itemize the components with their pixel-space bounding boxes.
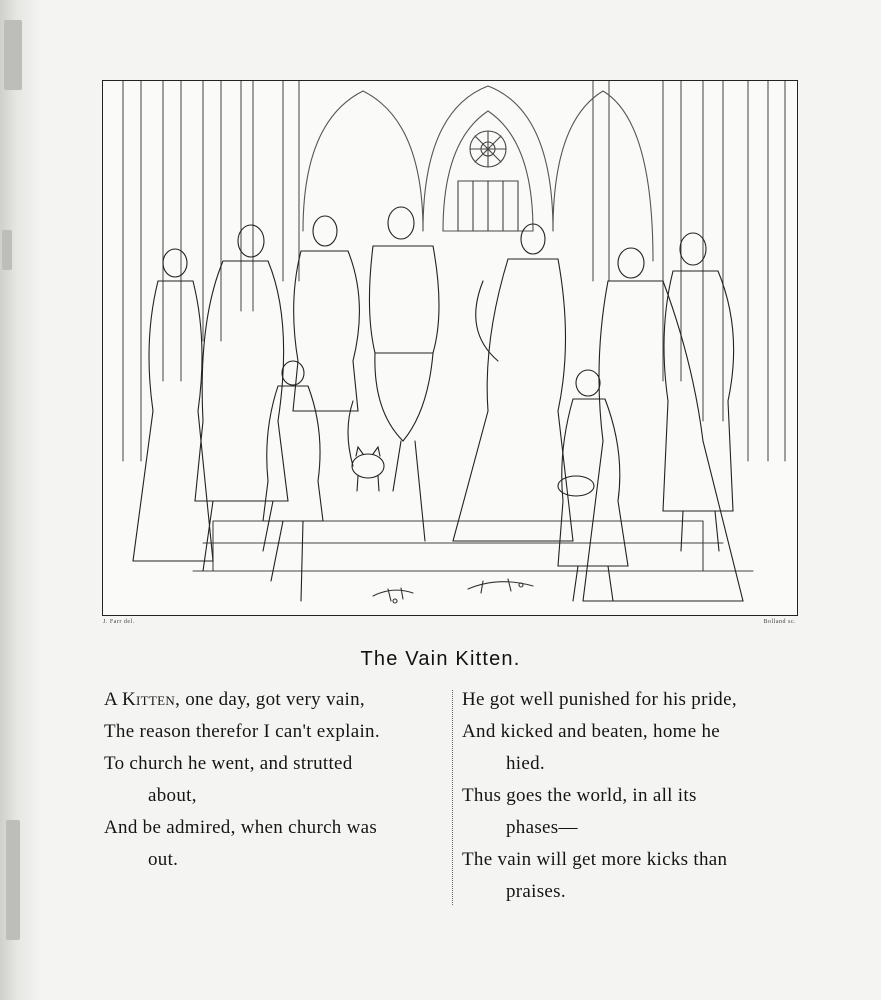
poem-right-column	[462, 690, 802, 914]
poem-line	[462, 754, 802, 786]
poem-line-text: hied.	[506, 753, 545, 774]
rose-window-icon	[458, 131, 518, 231]
poem-title: The Vain Kitten.	[360, 648, 521, 670]
poem-line-text: He got well punished for his pride,	[462, 689, 737, 710]
poem-line	[462, 850, 802, 882]
poem-line-text: And kicked and beaten, home he	[462, 721, 721, 742]
wedding-procession-figures	[133, 207, 743, 601]
paper-tear	[2, 230, 12, 270]
poem-line	[462, 818, 802, 850]
engraving-credit-right: Bolland sc.	[763, 619, 796, 625]
poem-line-text: phases—	[506, 817, 578, 838]
poem-line-text: To church he went, and strutted	[104, 753, 353, 774]
page-edge	[0, 0, 42, 1000]
kitten-icon	[348, 401, 384, 491]
poem-line-text: The vain will get more kicks than	[462, 849, 728, 870]
poem-line-text: out.	[148, 849, 179, 870]
scattered-flowers-icon	[373, 579, 533, 603]
poem-left-column	[104, 690, 444, 882]
poem-line-text: , one day, got very vain,	[175, 689, 365, 710]
poem-line	[462, 786, 802, 818]
poem-line	[462, 690, 802, 722]
poem-line-text: And be admired, when church was	[104, 817, 378, 838]
poem-line-text: praises.	[506, 881, 566, 902]
poem-line-text: The reason therefor I can't explain.	[104, 721, 380, 742]
poem-line	[104, 818, 444, 850]
engraving-illustration	[102, 80, 798, 616]
poem-line	[104, 754, 444, 786]
poem-line	[104, 722, 444, 754]
altar-steps	[193, 521, 753, 571]
gothic-arches	[303, 86, 653, 261]
poem-line	[462, 722, 802, 754]
column-divider	[452, 690, 454, 905]
poem-line	[104, 690, 444, 722]
poem-line	[104, 786, 444, 818]
paper-tear	[6, 820, 20, 940]
poem-line-text: about,	[148, 785, 197, 806]
poem-line	[104, 850, 444, 882]
poem-line-smallcaps: A Kitten	[104, 689, 176, 710]
poem-line	[462, 882, 802, 914]
paper-tear	[4, 20, 22, 90]
engraving-credit-left: J. Farr del.	[103, 619, 135, 625]
poem-line-text: Thus goes the world, in all its	[462, 785, 697, 806]
